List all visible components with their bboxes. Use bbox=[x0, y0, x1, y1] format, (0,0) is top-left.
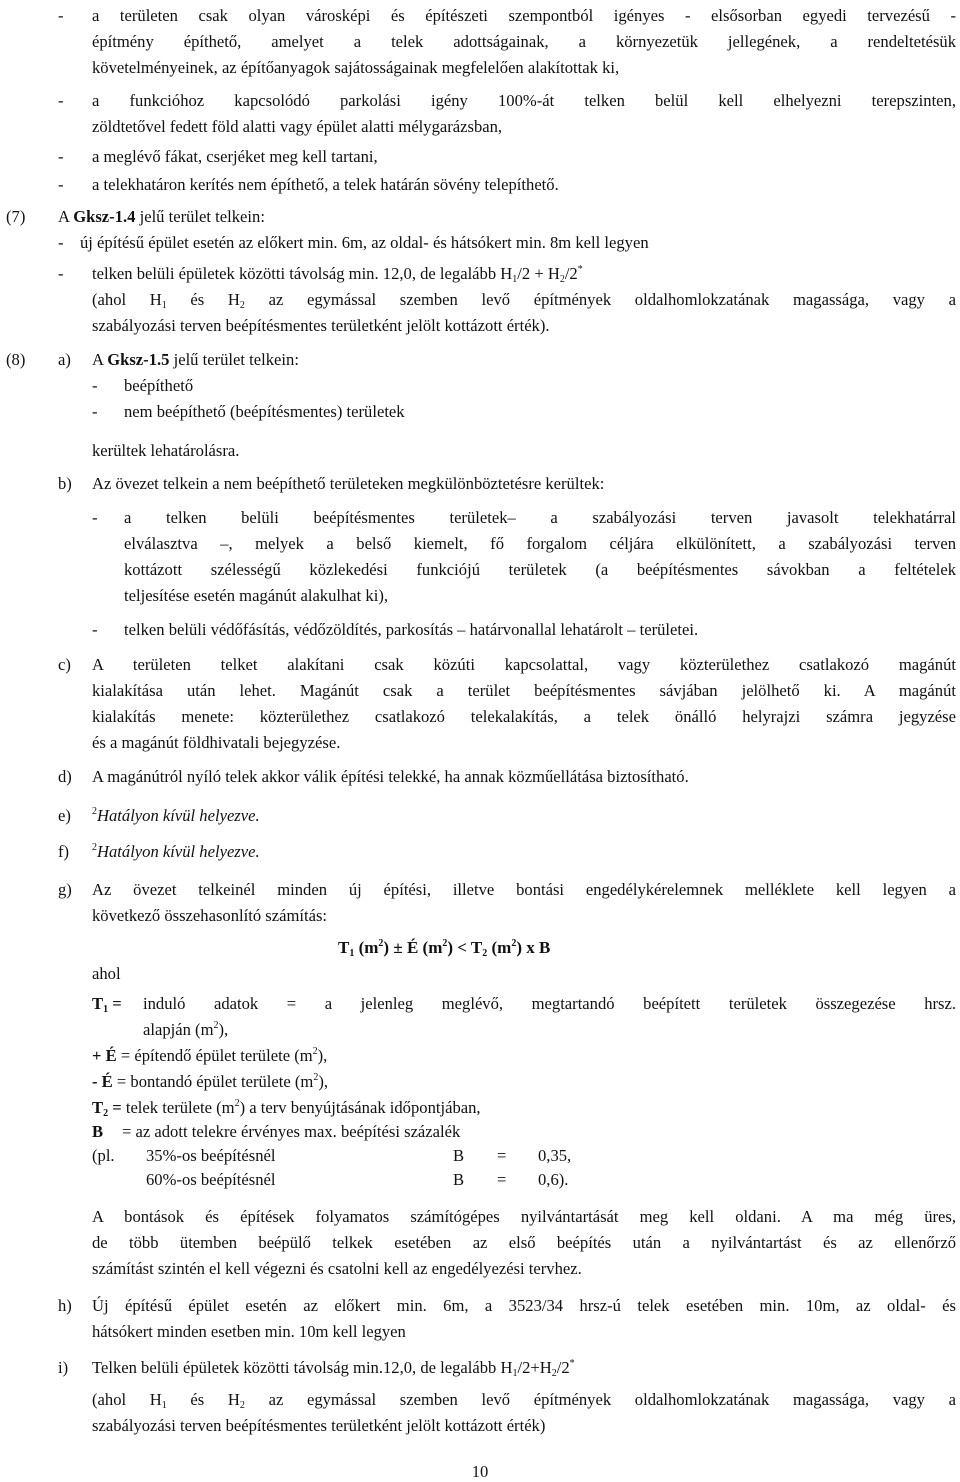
page-number: 10 bbox=[471, 1462, 489, 1481]
list-dash: - bbox=[92, 620, 98, 639]
paragraph-line: kerültek lehatárolásra. bbox=[92, 441, 240, 460]
paragraph-line: de több ütemben beépülő telkek esetében az első beépítés után a nyilvántartást és az ellenőrző bbox=[92, 1233, 956, 1252]
list-dash: - bbox=[92, 402, 98, 421]
paragraph-line: 0,6). bbox=[538, 1170, 569, 1189]
paragraph-line: teljesítése esetén magánút alakulhat ki), bbox=[124, 586, 389, 605]
paragraph-line: A magánútról nyíló telek akkor válik építési telekké, ha annak közműellátása biztosítható. bbox=[92, 767, 689, 786]
paragraph-line: elválasztva –, melyek a belső kiemelt, fő forgalom céljára elkülönített, a szabályozási terven bbox=[124, 534, 956, 553]
paragraph-line: (ahol $H_1$ és $H_2$ az egymással szemben levő építmények oldalhomlokzatának magassága, vagy a bbox=[92, 1390, 956, 1411]
item-label: c) bbox=[58, 655, 71, 674]
section-heading: A Gksz-1.5 jelű terület telkein: bbox=[92, 350, 299, 369]
paragraph-line: és a magánút földhivatali bejegyzése. bbox=[92, 733, 341, 752]
item-label: g) bbox=[58, 880, 72, 899]
paragraph-line: Az övezet telkeinél minden új építési, illetve bontási engedélykérelemnek melléklete kell legyen a bbox=[92, 880, 956, 899]
paragraph-line: (ahol $H_1$ és $H_2$ az egymással szemben levő építmények oldalhomlokzatának magassága, vagy a bbox=[92, 290, 956, 311]
item-label: d) bbox=[58, 767, 72, 786]
paragraph-line: = az adott telekre érvényes max. beépítési százalék bbox=[122, 1122, 461, 1141]
list-dash: - bbox=[58, 264, 64, 283]
paragraph-line: számítást szintén el kell végezni és csatolni kell az engedélyezési tervhez. bbox=[92, 1259, 582, 1278]
paragraph-line: telken belüli védőfásítás, védőzöldítés, parkosítás – határvonallal lehatárolt – területei. bbox=[124, 620, 699, 639]
paragraph-line: kialakítása után lehet. Magánút csak a terület beépítésmentes sávjában jelölhető ki. A magánút bbox=[92, 681, 956, 700]
paragraph-line: a telken belüli beépítésmentes területek– a szabályozási terven javasolt telekhatárral bbox=[124, 508, 956, 527]
paragraph-line: telken belüli épületek közötti távolság min. 12,0, de legalább $H_1/2 + H_2/2^*$ bbox=[92, 264, 583, 285]
paragraph-line: új építésű épület esetén az előkert min. 6m, az oldal- és hátsókert min. 8m kell legyen bbox=[80, 233, 649, 252]
list-dash: - bbox=[58, 175, 64, 194]
paragraph-line: 35%-os beépítésnél bbox=[146, 1146, 276, 1165]
list-dash: - bbox=[92, 376, 98, 395]
item-label: e) bbox=[58, 806, 71, 825]
paragraph-line: induló adatok = a jelenleg meglévő, megtartandó beépített területek összegezése hrsz. bbox=[143, 994, 956, 1013]
paragraph-line: követelményeinek, az építőanyagok sajátosságainak megfelelően alakítottak ki, bbox=[92, 58, 620, 77]
paragraph-line: = bbox=[497, 1170, 507, 1189]
item-label: a) bbox=[58, 350, 71, 369]
paragraph-line: $T_2$ = telek területe $(m^2)$ a terv benyújtásának időpontjában, bbox=[92, 1098, 481, 1119]
paragraph-line: + É = építendő épület területe $(m^2)$, bbox=[92, 1046, 328, 1065]
paragraph-line: következő összehasonlító számítás: bbox=[92, 906, 328, 925]
paragraph-line: Telken belüli épületek közötti távolság min.12,0, de legalább $H_1/2+H_2/2^*$ bbox=[92, 1358, 575, 1379]
item-label: i) bbox=[58, 1358, 69, 1377]
paragraph-line: B bbox=[453, 1146, 465, 1165]
list-dash: - bbox=[58, 233, 64, 252]
item-label: f) bbox=[58, 842, 70, 861]
paragraph-line: zöldtetővel fedett föld alatti vagy épület alatti mélygarázsban, bbox=[92, 117, 503, 136]
item-label: b) bbox=[58, 474, 72, 493]
paragraph-line: A bontások és építések folyamatos számítógépes nyilvántartását meg kell oldani. A ma még üres, bbox=[92, 1207, 956, 1226]
paragraph-line: a telekhatáron kerítés nem építhető, a telek határán sövény telepíthető. bbox=[92, 175, 559, 194]
definition-term: B bbox=[92, 1122, 104, 1141]
section-number: (8) bbox=[6, 350, 26, 369]
section-number: (7) bbox=[6, 207, 26, 226]
paragraph-line: szabályozási terven beépítésmentes területként jelölt kottázott érték) bbox=[92, 1416, 546, 1435]
paragraph-line: kottázott szélességű közlekedési funkciójú területek (a beépítésmentes sávokban a feltételek bbox=[124, 560, 956, 579]
list-dash: - bbox=[58, 6, 64, 25]
paragraph-line: hátsókert minden esetben min. 10m kell legyen bbox=[92, 1322, 406, 1341]
paragraph-line: alapján $(m^2)$, bbox=[143, 1020, 229, 1039]
item-label: h) bbox=[58, 1296, 72, 1315]
paragraph-line: szabályozási terven beépítésmentes területként jelölt kottázott érték). bbox=[92, 316, 550, 335]
section-heading: A Gksz-1.4 jelű terület telkein: bbox=[58, 207, 265, 226]
paragraph-line: Új építésű épület esetén az előkert min. 6m, a 3523/34 hrsz-ú telek esetében min. 10m, az oldal- és bbox=[92, 1296, 956, 1315]
paragraph-line: 0,35, bbox=[538, 1146, 572, 1165]
paragraph-line: - É = bontandó épület területe $(m^2)$, bbox=[92, 1072, 329, 1091]
paragraph-line: ahol bbox=[92, 964, 121, 983]
paragraph-line: 60%-os beépítésnél bbox=[146, 1170, 276, 1189]
paragraph-line: építmény építhető, amelyet a telek adottságainak, a környezetük jellegének, a rendeltetésük bbox=[92, 32, 956, 51]
paragraph-line: beépíthető bbox=[124, 376, 194, 395]
paragraph-line: a meglévő fákat, cserjéket meg kell tartani, bbox=[92, 147, 378, 166]
list-dash: - bbox=[58, 147, 64, 166]
paragraph-line: A területen telket alakítani csak közúti kapcsolattal, vagy közterülethez csatlakozó magánút bbox=[92, 655, 956, 674]
list-dash: - bbox=[58, 91, 64, 110]
list-dash: - bbox=[92, 508, 98, 527]
paragraph-line: a funkcióhoz kapcsolódó parkolási igény 100%-át telken belül kell elhelyezni terepszinten, bbox=[92, 91, 956, 110]
paragraph-line: (pl. bbox=[92, 1146, 115, 1165]
paragraph-line: nem beépíthető (beépítésmentes) területek bbox=[124, 402, 405, 421]
paragraph-line: a területen csak olyan városképi és építészeti szempontból igényes - elsősorban egyedi tervezésű - bbox=[92, 6, 956, 25]
paragraph-line: B bbox=[453, 1170, 465, 1189]
definition-term: $T_1$ = bbox=[92, 994, 122, 1015]
comparison-formula: $T_1$ $(m^2)$ ± É $(m^2) < T_2$ $(m^2)$ x B bbox=[338, 938, 551, 959]
paragraph-line: $^2$Hatályon kívül helyezve. bbox=[92, 842, 260, 861]
paragraph-line: kialakítás menete: közterülethez csatlakozó telekalakítás, a telek önálló helyrajzi számra jegyzése bbox=[92, 707, 956, 726]
paragraph-line: Az övezet telkein a nem beépíthető területeken megkülönböztetésre kerültek: bbox=[92, 474, 605, 493]
paragraph-line: $^2$Hatályon kívül helyezve. bbox=[92, 806, 260, 825]
paragraph-line: = bbox=[497, 1146, 507, 1165]
